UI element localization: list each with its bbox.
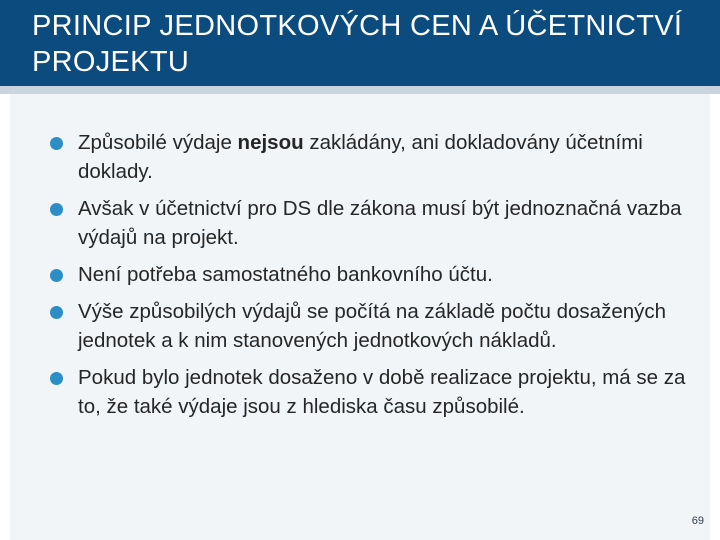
bullet-dot-icon bbox=[50, 269, 63, 282]
bullet-dot-icon bbox=[50, 137, 63, 150]
bullet-item bbox=[50, 128, 690, 186]
bullet-item bbox=[50, 297, 690, 355]
title-bar-divider bbox=[0, 86, 720, 94]
bullet-text: Pokud bylo jednotek dosaženo v době realizace projektu, má se za to, že také výdaje jsou z hlediska času způsobilé. bbox=[78, 366, 686, 418]
bullet-text: Avšak v účetnictví pro DS dle zákona musí být jednoznačná vazba výdajů na projekt. bbox=[78, 197, 682, 249]
bullet-text: Není potřeba samostatného bankovního účtu. bbox=[78, 263, 493, 286]
bullet-list bbox=[50, 128, 690, 429]
bullet-text-end: zakládány, ani dokladovány účetními doklady. bbox=[78, 131, 643, 183]
bullet-text-start: Způsobilé výdaje bbox=[78, 131, 238, 154]
bullet-dot-icon bbox=[50, 372, 63, 385]
content-area-edge bbox=[710, 94, 720, 540]
bullet-text: Výše způsobilých výdajů se počítá na základě počtu dosažených jednotek a k nim stanovených jednotkových nákladů. bbox=[78, 300, 667, 352]
bullet-item bbox=[50, 194, 690, 252]
slide-title: PRINCIP JEDNOTKOVÝCH CEN A ÚČETNICTVÍ PROJEKTU bbox=[32, 10, 683, 78]
bullet-item bbox=[50, 260, 690, 289]
bullet-dot-icon bbox=[50, 306, 63, 319]
bullet-item bbox=[50, 363, 690, 421]
bullet-dot-icon bbox=[50, 203, 63, 216]
bullet-text-bold: nejsou bbox=[237, 131, 304, 154]
page-number: 69 bbox=[691, 515, 704, 527]
